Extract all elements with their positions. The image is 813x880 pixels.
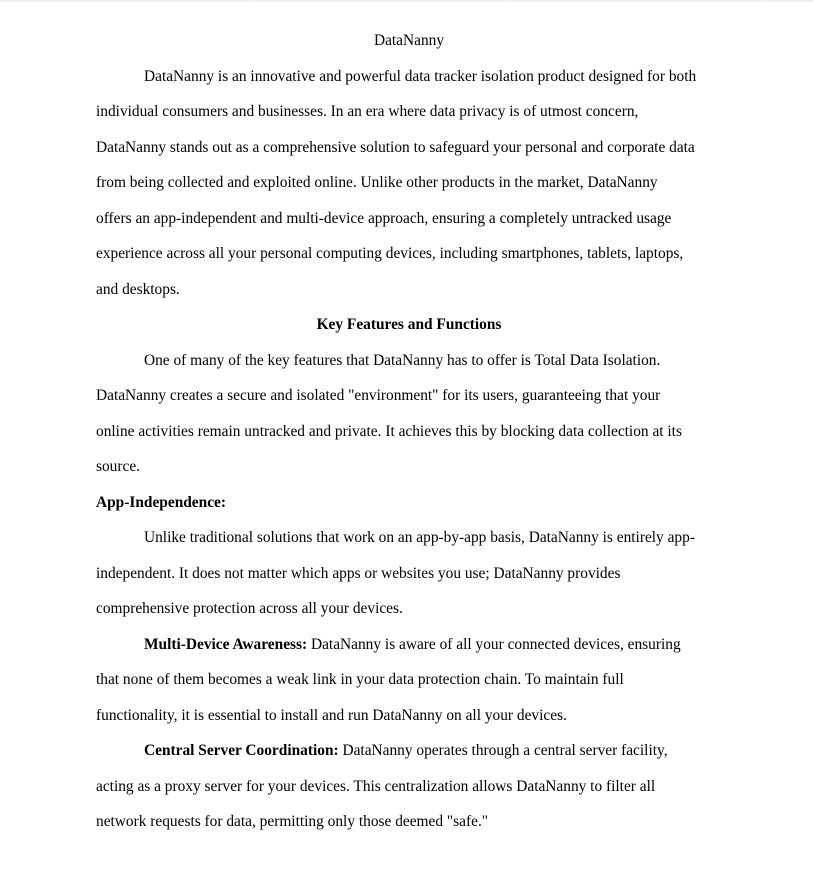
section-heading: Key Features and Functions xyxy=(316,316,502,333)
intro-line: DataNanny is an innovative and powerful data tracker isolation product designed for both xyxy=(144,67,697,85)
intro-line: offers an app-independent and multi-device approach, ensuring a completely untracked usage xyxy=(96,209,672,227)
isolation-line: One of many of the key features that DataNanny has to offer is Total Data Isolation. xyxy=(144,351,661,369)
isolation-line: DataNanny creates a secure and isolated "environment" for its users, guaranteeing that your xyxy=(96,387,661,404)
central-server-line: acting as a proxy server for your devices. This centralization allows DataNanny to filter all xyxy=(96,777,656,795)
intro-line: individual consumers and businesses. In an era where data privacy is of utmost concern, xyxy=(96,103,639,120)
multi-device-line: that none of them becomes a weak link in your data protection chain. To maintain full xyxy=(96,671,624,688)
multi-device-line xyxy=(96,627,722,663)
central-server-line: network requests for data, permitting only those deemed "safe." xyxy=(96,813,489,830)
intro-line: DataNanny stands out as a comprehensive solution to safeguard your personal and corporate data xyxy=(96,138,695,156)
central-server-label: Central Server Coordination: xyxy=(144,742,339,759)
multi-device-label: Multi-Device Awareness: xyxy=(144,635,308,653)
central-server-line xyxy=(96,733,722,769)
app-line: independent. It does not matter which apps or websites you use; DataNanny provides xyxy=(96,564,621,582)
multi-device-line: functionality, it is essential to install and run DataNanny on all your devices. xyxy=(96,706,567,724)
top-border xyxy=(0,0,813,3)
central-server-text: DataNanny operates through a central server facility, xyxy=(338,742,668,759)
document-title: DataNanny xyxy=(373,32,445,49)
multi-device-text: DataNanny is aware of all your connected devices, ensuring xyxy=(307,635,681,653)
app-line: comprehensive protection across all your devices. xyxy=(96,600,403,617)
isolation-line: online activities remain untracked and private. It achieves this by blocking data collection at its xyxy=(96,422,682,440)
isolation-line: source. xyxy=(96,458,141,475)
intro-line: and desktops. xyxy=(96,280,180,298)
intro-line: from being collected and exploited online. Unlike other products in the market, DataNanny xyxy=(96,174,658,191)
document-page xyxy=(96,23,722,840)
intro-line: experience across all your personal computing devices, including smartphones, tablets, laptops, xyxy=(96,245,684,262)
app-line: Unlike traditional solutions that work on an app-by-app basis, DataNanny is entirely app- xyxy=(144,529,695,546)
app-independence-heading: App-Independence: xyxy=(96,493,226,511)
